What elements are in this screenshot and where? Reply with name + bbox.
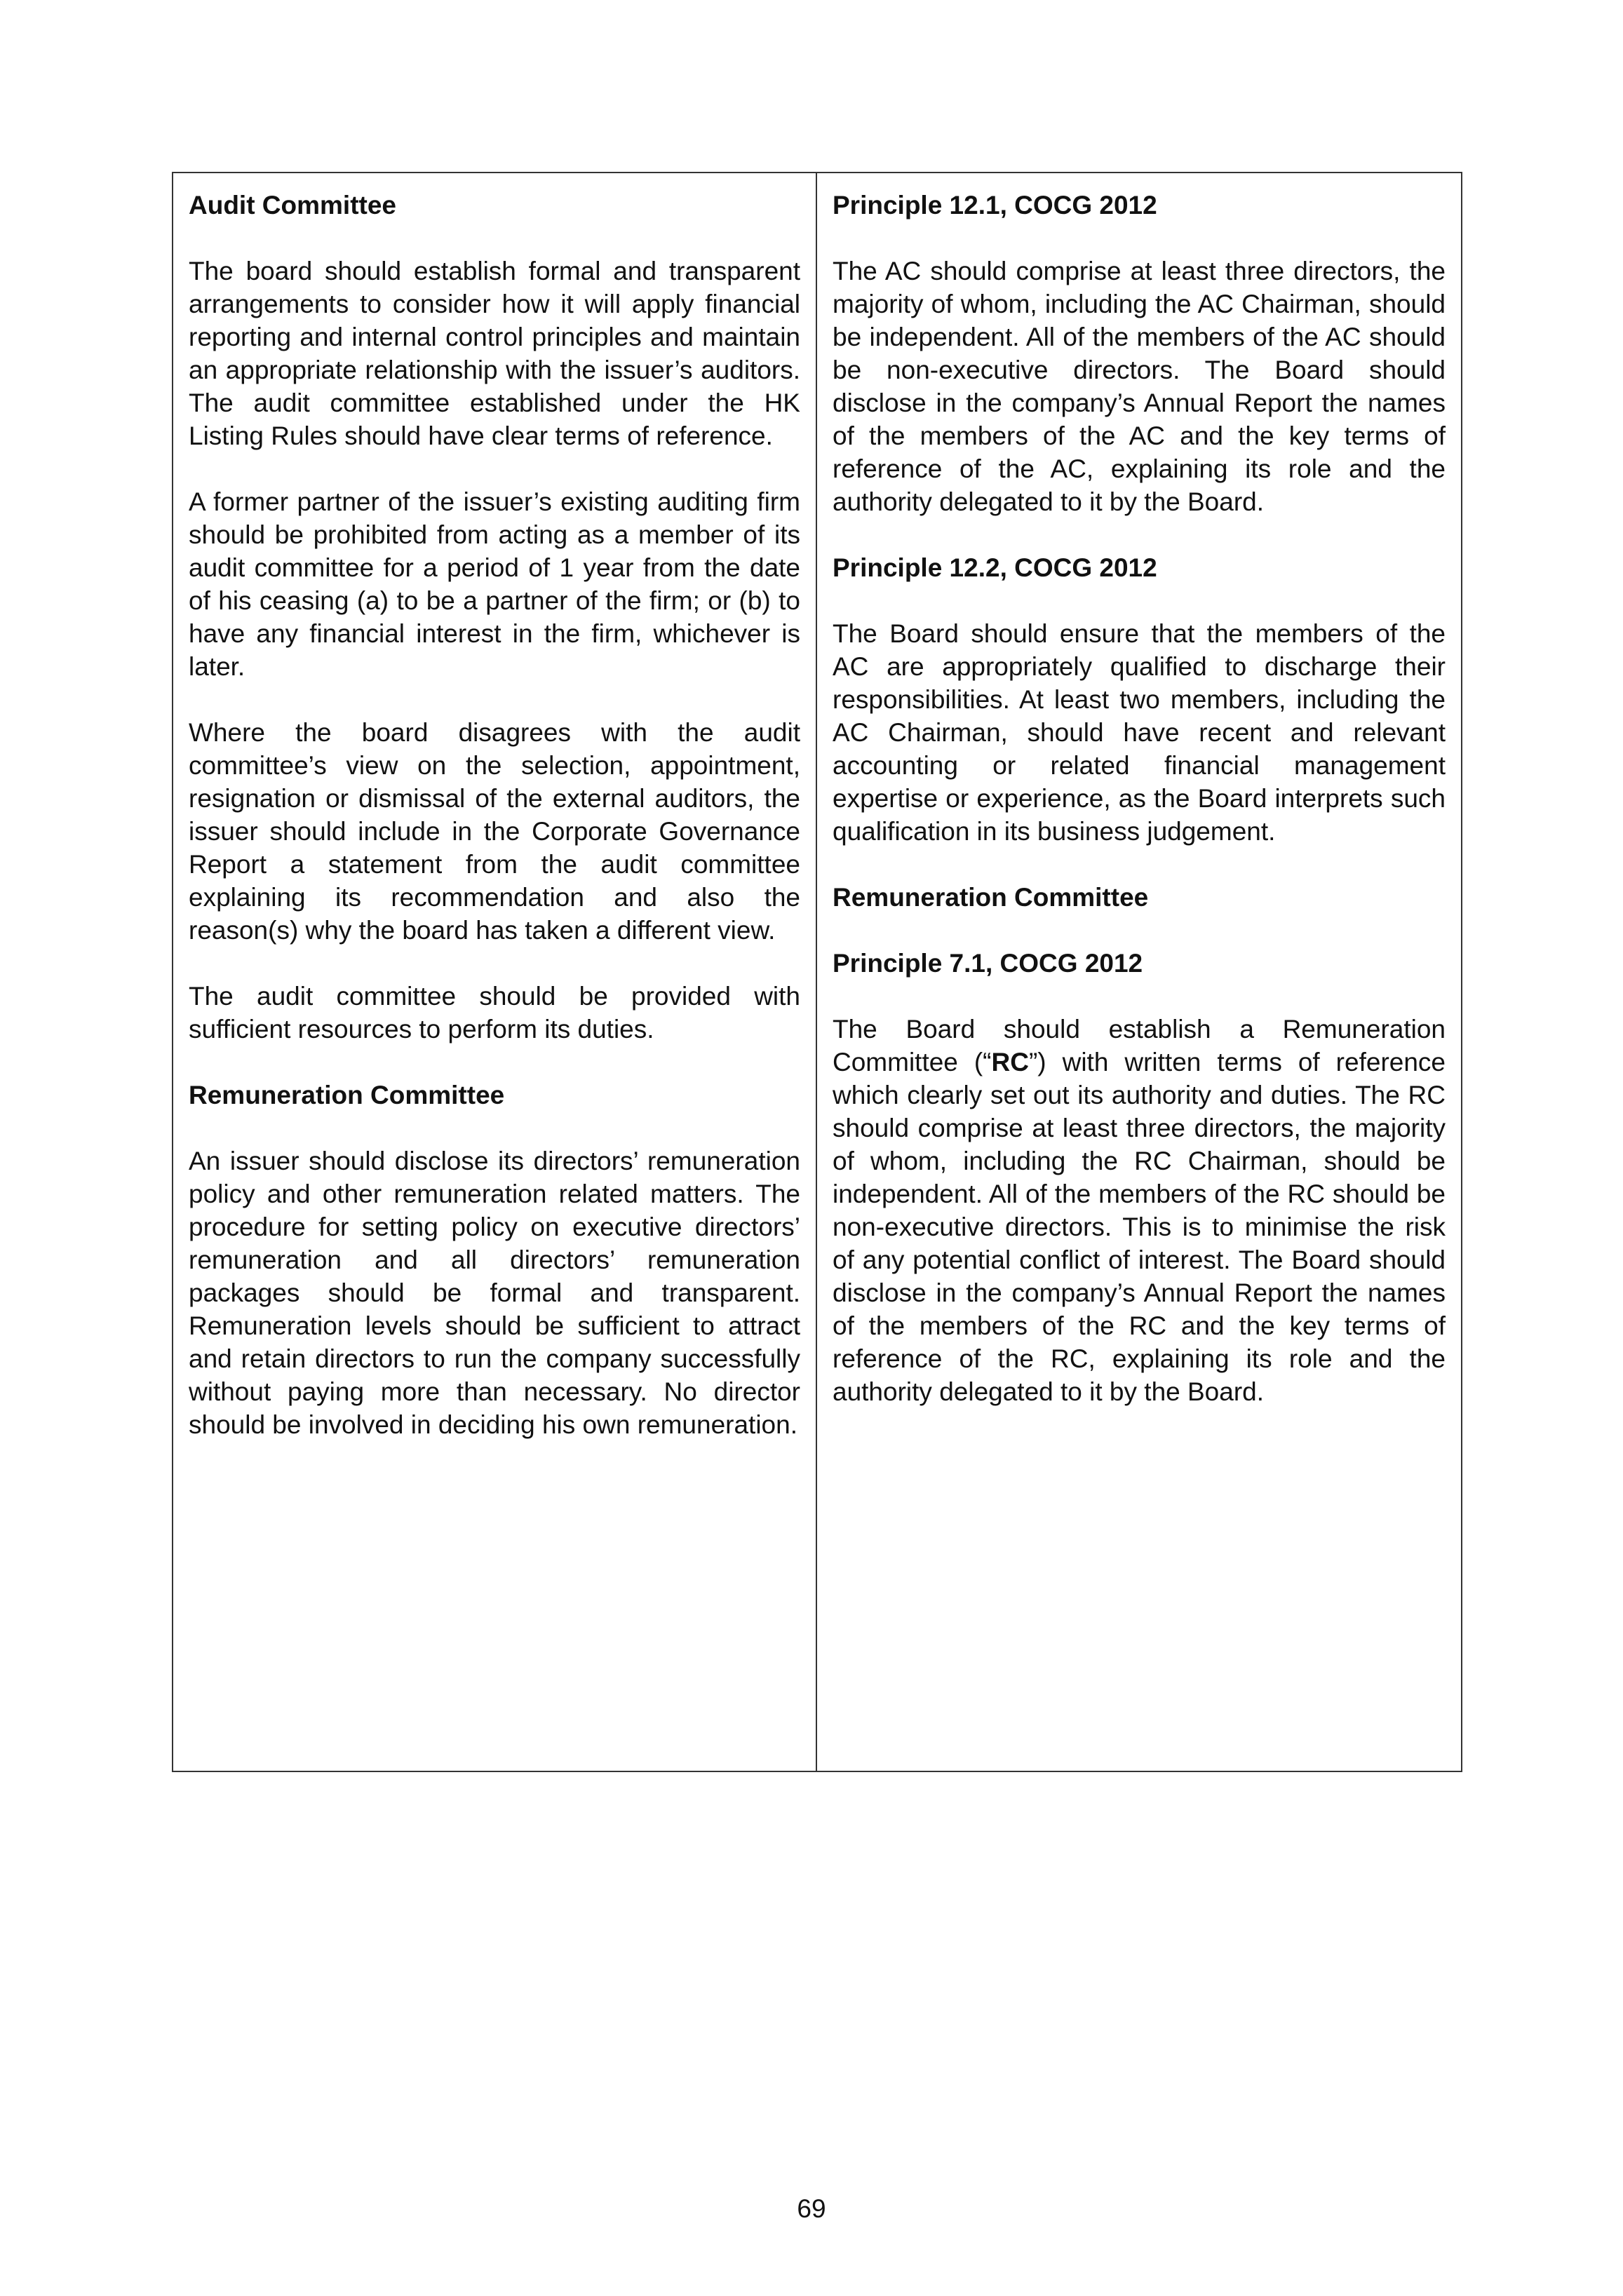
remuneration-paragraph-left: An issuer should disclose its directors’ remuneration policy and other remuneration related matters. The procedure for setting policy on executive directors’ remuneration and all directors’ remuneration packages should be formal and transparent. Remuneration levels should be sufficient to attract and retain directors to run the company successfully without paying more than necessary. No director should be involved in deciding his own remuneration. (189, 1147, 800, 1439)
principle-7-1-text-start: The Board should establish a Remuneration Committee (“ (833, 1015, 1446, 1076)
right-column (817, 173, 1461, 1771)
left-column (173, 173, 817, 1771)
comparison-table (172, 172, 1462, 1772)
page-number: 69 (797, 2194, 826, 2223)
heading-principle-7-1: Principle 7.1, COCG 2012 (833, 949, 1143, 978)
audit-paragraph-1: The board should establish formal and transparent arrangements to consider how it will apply financial reporting and internal control principles and maintain an appropriate relationship with the issuer’s auditors. The audit committee established under the HK Listing Rules should have clear terms of reference. (189, 257, 800, 450)
principle-7-1-text-end: ”) with written terms of reference which clearly set out its authority and duties. The RC should comprise at least three directors, the majority of whom, including the RC Chairman, should be independent. All of the members of the RC should be non-executive directors. This is to minimise the risk of any potential conflict of interest. The Board should disclose in the company’s Annual Report the names of the members of the RC and the key terms of reference of the RC, explaining its role and the authority delegated to it by the Board. (833, 1048, 1446, 1406)
heading-audit-committee: Audit Committee (189, 191, 396, 220)
principle-12-2-paragraph: The Board should ensure that the members of the AC are appropriately qualified to discharge their responsibilities. At least two members, including the AC Chairman, should have recent and relevant accounting or related financial management expertise or experience, as the Board interprets such qualification in its business judgement. (833, 619, 1446, 846)
principle-7-1-paragraph (833, 1013, 1446, 1408)
audit-paragraph-2: A former partner of the issuer’s existing auditing firm should be prohibited from acting as a member of its audit committee for a period of 1 year from the date of his ceasing (a) to be a partner of the firm; or (b) to have any financial interest in the firm, whichever is later. (189, 487, 800, 681)
heading-remuneration-committee-left: Remuneration Committee (189, 1081, 505, 1109)
rc-abbreviation: RC (991, 1048, 1029, 1076)
heading-remuneration-committee-right: Remuneration Committee (833, 883, 1149, 912)
heading-principle-12-2: Principle 12.2, COCG 2012 (833, 553, 1157, 582)
heading-principle-12-1: Principle 12.1, COCG 2012 (833, 191, 1157, 220)
audit-paragraph-4: The audit committee should be provided with sufficient resources to perform its duties. (189, 982, 800, 1044)
principle-12-1-paragraph: The AC should comprise at least three directors, the majority of whom, including the AC Chairman, should be independent. All of the members of the AC should be non-executive directors. The Board should disclose in the company’s Annual Report the names of the members of the AC and the key terms of reference of the AC, explaining its role and the authority delegated to it by the Board. (833, 257, 1446, 516)
audit-paragraph-3: Where the board disagrees with the audit committee’s view on the selection, appointment, resignation or dismissal of the external auditors, the issuer should include in the Corporate Governance Report a statement from the audit committee explaining its recommendation and also the reason(s) why the board has taken a different view. (189, 718, 800, 945)
